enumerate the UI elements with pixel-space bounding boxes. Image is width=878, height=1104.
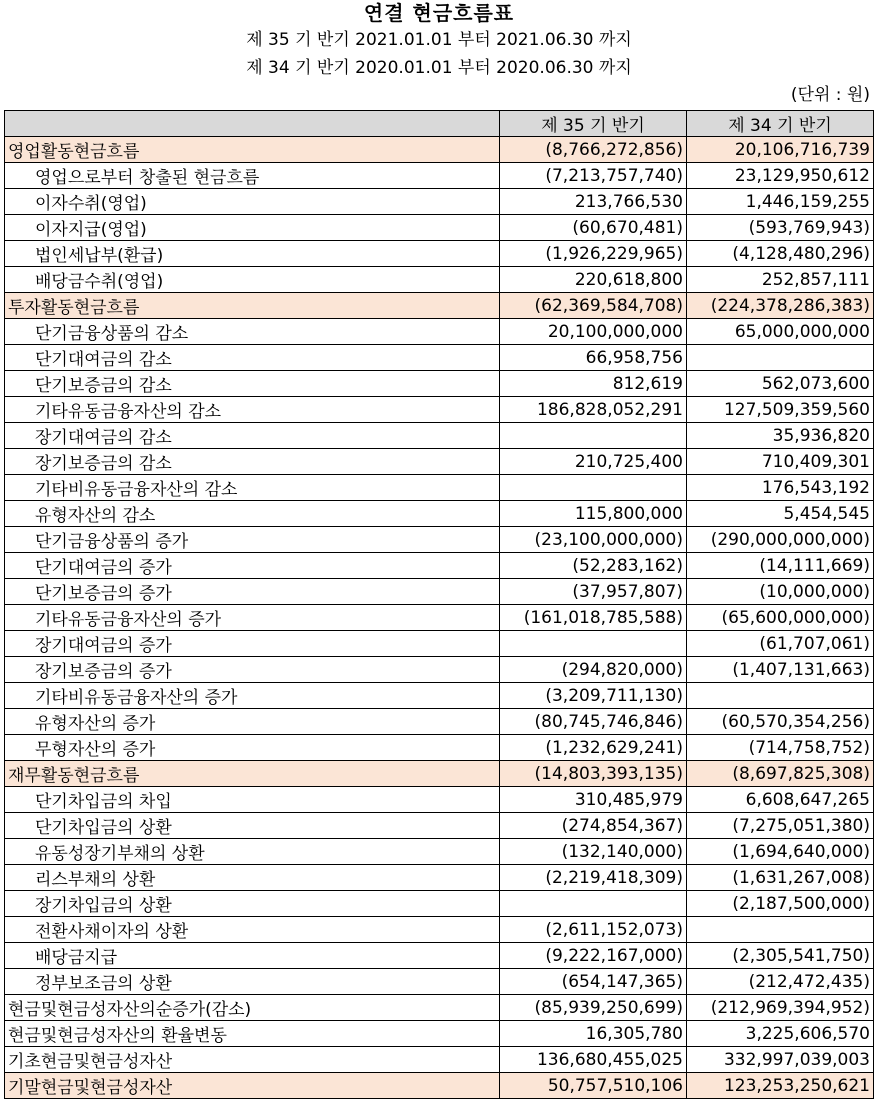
table-row <box>5 787 874 813</box>
current-value: 66,958,756 <box>500 345 687 371</box>
prior-value: (593,769,943) <box>687 215 874 241</box>
table-row <box>5 163 874 189</box>
row-label: 이자수취(영업) <box>5 189 500 215</box>
unit-label: (단위 : 원) <box>790 85 870 105</box>
row-label: 현금및현금성자산의 환율변동 <box>5 1021 500 1047</box>
current-value: (1,232,629,241) <box>500 735 687 761</box>
table-row <box>5 501 874 527</box>
prior-value: 252,857,111 <box>687 267 874 293</box>
prior-value: 127,509,359,560 <box>687 397 874 423</box>
cash-flow-table <box>4 110 874 1099</box>
row-label: 단기보증금의 감소 <box>5 371 500 397</box>
current-value: 210,725,400 <box>500 449 687 475</box>
current-value <box>500 475 687 501</box>
current-value <box>500 423 687 449</box>
prior-value <box>687 917 874 943</box>
prior-value: 5,454,545 <box>687 501 874 527</box>
table-row <box>5 345 874 371</box>
row-label: 단기대여금의 감소 <box>5 345 500 371</box>
row-label: 배당금수취(영업) <box>5 267 500 293</box>
table-row <box>5 943 874 969</box>
current-value: 136,680,455,025 <box>500 1047 687 1073</box>
current-value: (37,957,807) <box>500 579 687 605</box>
current-value: (62,369,584,708) <box>500 293 687 319</box>
prior-value: 35,936,820 <box>687 423 874 449</box>
table-row <box>5 709 874 735</box>
document-title: 연결 현금흐름표 <box>363 1 515 25</box>
table-header-row <box>5 111 874 137</box>
current-value: (14,803,393,135) <box>500 761 687 787</box>
table-row <box>5 423 874 449</box>
row-label: 유동성장기부채의 상환 <box>5 839 500 865</box>
period-current: 제 35 기 반기 2021.01.01 부터 2021.06.30 까지 <box>246 30 632 50</box>
prior-value: (212,969,394,952) <box>687 995 874 1021</box>
prior-value: (1,694,640,000) <box>687 839 874 865</box>
prior-value: (4,128,480,296) <box>687 241 874 267</box>
current-value: (60,670,481) <box>500 215 687 241</box>
table-row <box>5 267 874 293</box>
prior-value: 123,253,250,621 <box>687 1073 874 1099</box>
prior-value: 1,446,159,255 <box>687 189 874 215</box>
prior-value: 20,106,716,739 <box>687 137 874 163</box>
prior-value: (14,111,669) <box>687 553 874 579</box>
table-row <box>5 605 874 631</box>
row-label: 기타비유동금융자산의 증가 <box>5 683 500 709</box>
table-row <box>5 449 874 475</box>
table-row <box>5 579 874 605</box>
prior-value: 332,997,039,003 <box>687 1047 874 1073</box>
current-value: (294,820,000) <box>500 657 687 683</box>
current-value: (52,283,162) <box>500 553 687 579</box>
prior-value: 3,225,606,570 <box>687 1021 874 1047</box>
row-label: 유형자산의 감소 <box>5 501 500 527</box>
current-value <box>500 631 687 657</box>
current-value: (1,926,229,965) <box>500 241 687 267</box>
current-value: 115,800,000 <box>500 501 687 527</box>
current-value: (132,140,000) <box>500 839 687 865</box>
row-label: 기타유동금융자산의 감소 <box>5 397 500 423</box>
table-row <box>5 839 874 865</box>
table-row <box>5 1047 874 1073</box>
current-value: (3,209,711,130) <box>500 683 687 709</box>
prior-value: (10,000,000) <box>687 579 874 605</box>
current-value: (8,766,272,856) <box>500 137 687 163</box>
row-label: 영업활동현금흐름 <box>5 137 500 163</box>
row-label: 장기보증금의 증가 <box>5 657 500 683</box>
row-label: 기타유동금융자산의 증가 <box>5 605 500 631</box>
row-label: 단기대여금의 증가 <box>5 553 500 579</box>
row-label: 무형자산의 증가 <box>5 735 500 761</box>
table-row <box>5 371 874 397</box>
header-current-period: 제 35 기 반기 <box>500 111 687 137</box>
row-label: 리스부채의 상환 <box>5 865 500 891</box>
row-label: 단기금융상품의 증가 <box>5 527 500 553</box>
header-label <box>5 111 500 137</box>
prior-value: (1,631,267,008) <box>687 865 874 891</box>
table-row <box>5 527 874 553</box>
table-row <box>5 293 874 319</box>
current-value: (9,222,167,000) <box>500 943 687 969</box>
row-label: 이자지급(영업) <box>5 215 500 241</box>
row-label: 단기금융상품의 감소 <box>5 319 500 345</box>
document-header <box>0 0 878 82</box>
row-label: 장기대여금의 감소 <box>5 423 500 449</box>
row-label: 배당금지급 <box>5 943 500 969</box>
table-row <box>5 917 874 943</box>
prior-value <box>687 683 874 709</box>
table-row <box>5 657 874 683</box>
row-label: 단기차입금의 상환 <box>5 813 500 839</box>
table-row <box>5 995 874 1021</box>
prior-value: (8,697,825,308) <box>687 761 874 787</box>
table-row <box>5 475 874 501</box>
row-label: 단기보증금의 증가 <box>5 579 500 605</box>
prior-value: 65,000,000,000 <box>687 319 874 345</box>
table-row <box>5 189 874 215</box>
row-label: 기말현금및현금성자산 <box>5 1073 500 1099</box>
prior-value: 23,129,950,612 <box>687 163 874 189</box>
row-label: 투자활동현금흐름 <box>5 293 500 319</box>
prior-value: 176,543,192 <box>687 475 874 501</box>
prior-value: (65,600,000,000) <box>687 605 874 631</box>
table-row <box>5 215 874 241</box>
current-value: 16,305,780 <box>500 1021 687 1047</box>
current-value: 310,485,979 <box>500 787 687 813</box>
table-row <box>5 1073 874 1099</box>
current-value: (161,018,785,588) <box>500 605 687 631</box>
current-value: 186,828,052,291 <box>500 397 687 423</box>
table-row <box>5 761 874 787</box>
row-label: 장기차입금의 상환 <box>5 891 500 917</box>
table-row <box>5 865 874 891</box>
table-row <box>5 319 874 345</box>
current-value: 220,618,800 <box>500 267 687 293</box>
header-prior-period: 제 34 기 반기 <box>687 111 874 137</box>
current-value: (2,611,152,073) <box>500 917 687 943</box>
row-label: 기타비유동금융자산의 감소 <box>5 475 500 501</box>
prior-value: (61,707,061) <box>687 631 874 657</box>
row-label: 정부보조금의 상환 <box>5 969 500 995</box>
current-value: (274,854,367) <box>500 813 687 839</box>
prior-value: 562,073,600 <box>687 371 874 397</box>
prior-value: (2,305,541,750) <box>687 943 874 969</box>
current-value: (80,745,746,846) <box>500 709 687 735</box>
current-value: 213,766,530 <box>500 189 687 215</box>
current-value: (23,100,000,000) <box>500 527 687 553</box>
current-value: 812,619 <box>500 371 687 397</box>
table-body <box>5 137 874 1099</box>
prior-value: (2,187,500,000) <box>687 891 874 917</box>
table-row <box>5 241 874 267</box>
table-row <box>5 631 874 657</box>
table-row <box>5 397 874 423</box>
table-row <box>5 813 874 839</box>
current-value: (85,939,250,699) <box>500 995 687 1021</box>
table-row <box>5 137 874 163</box>
prior-value <box>687 345 874 371</box>
current-value: (7,213,757,740) <box>500 163 687 189</box>
row-label: 장기보증금의 감소 <box>5 449 500 475</box>
row-label: 전환사채이자의 상환 <box>5 917 500 943</box>
prior-value: (1,407,131,663) <box>687 657 874 683</box>
prior-value: 710,409,301 <box>687 449 874 475</box>
prior-value: 6,608,647,265 <box>687 787 874 813</box>
row-label: 현금및현금성자산의순증가(감소) <box>5 995 500 1021</box>
table-row <box>5 735 874 761</box>
row-label: 기초현금및현금성자산 <box>5 1047 500 1073</box>
table-row <box>5 1021 874 1047</box>
row-label: 영업으로부터 창출된 현금흐름 <box>5 163 500 189</box>
current-value: (654,147,365) <box>500 969 687 995</box>
prior-value: (224,378,286,383) <box>687 293 874 319</box>
prior-value: (714,758,752) <box>687 735 874 761</box>
prior-value: (290,000,000,000) <box>687 527 874 553</box>
current-value: 50,757,510,106 <box>500 1073 687 1099</box>
prior-value: (7,275,051,380) <box>687 813 874 839</box>
current-value: (2,219,418,309) <box>500 865 687 891</box>
current-value <box>500 891 687 917</box>
prior-value: (212,472,435) <box>687 969 874 995</box>
table-row <box>5 683 874 709</box>
current-value: 20,100,000,000 <box>500 319 687 345</box>
table-row <box>5 553 874 579</box>
row-label: 단기차입금의 차입 <box>5 787 500 813</box>
table-row <box>5 969 874 995</box>
period-prior: 제 34 기 반기 2020.01.01 부터 2020.06.30 까지 <box>246 58 632 78</box>
row-label: 재무활동현금흐름 <box>5 761 500 787</box>
prior-value: (60,570,354,256) <box>687 709 874 735</box>
table-row <box>5 891 874 917</box>
row-label: 법인세납부(환급) <box>5 241 500 267</box>
row-label: 유형자산의 증가 <box>5 709 500 735</box>
row-label: 장기대여금의 증가 <box>5 631 500 657</box>
